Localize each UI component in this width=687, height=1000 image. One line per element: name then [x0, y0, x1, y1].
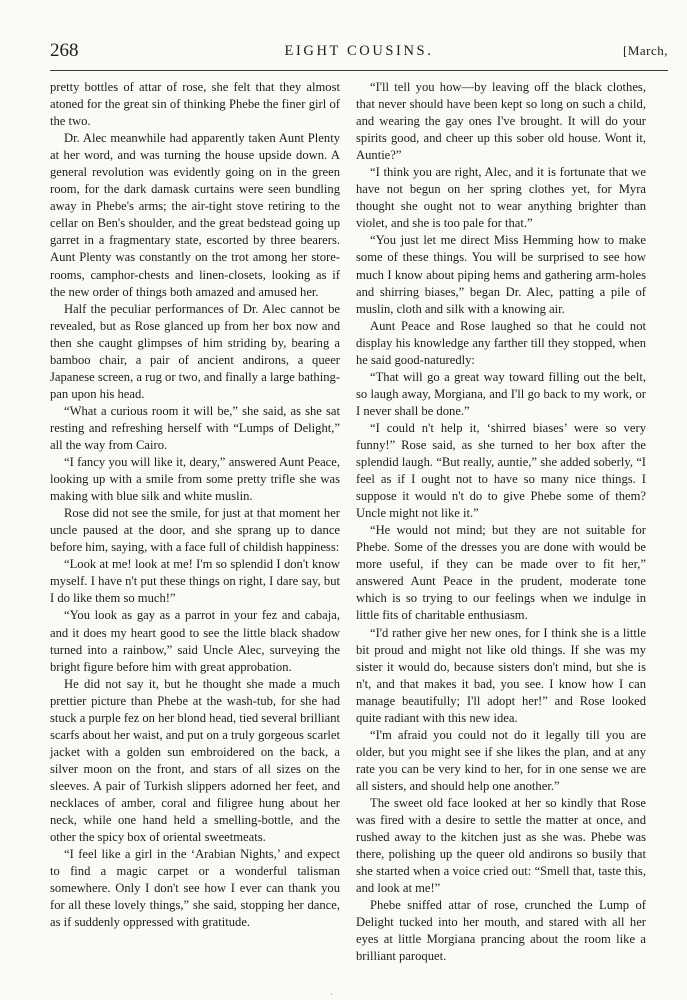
running-title: EIGHT COUSINS.: [284, 43, 434, 59]
paragraph: Phebe sniffed attar of rose, crunched the Lump of Delight tucked into her mouth, and stared with all her eyes at little Morgiana prancing about the room like a brilliant paroquet.: [356, 898, 646, 964]
left-column: [50, 79, 340, 931]
issue-month: [March,: [622, 43, 668, 58]
paragraph: “He would not mind; but they are not suitable for Phebe. Some of the dresses you are done with would be more useful, if they can be made over to fit her,” answered Aunt Peace in the prudent, moderate tone which is so trying to our feelings when we indulge in little fits of charitable enthusiasm.: [356, 523, 646, 623]
paragraph: “I'd rather give her new ones, for I think she is a little bit proud and might not like old things. If she was my sister it would do, because sisters don't mind, but she is n't, and that makes it bad, you see. I know how I can manage beautifully; I'll adopt her!” and Rose looked quite radiant with this new idea.: [356, 625, 646, 725]
paragraph: Dr. Alec meanwhile had apparently taken Aunt Plenty at her word, and was turning the house upside down. A general revolution was evidently going on in the green room, for the dark damask curtains were seen bundling away in Phebe's arms; the air-tight stove retiring to the cellar on Ben's shoulder, and the great bedstead going up garret in a fragmentary state, escorted by three bearers. Aunt Plenty was constantly on the trot among her store-rooms, camphor-chests and linen-closets, looking as if the new order of things both amazed and amused her.: [50, 131, 340, 299]
paragraph: Rose did not see the smile, for just at that moment her uncle paused at the door, and she sprang up to dance before him, saying, with a face full of childish happiness:: [50, 506, 340, 555]
paragraph: He did not say it, but he thought she made a much prettier picture than Phebe at the wash-tub, for she had stuck a purple fez on her blond head, tied several brilliant scarfs about her waist, and put on a truly gorgeous scarlet jacket with a golden sun embroidered on the back, a silver moon on the front, and stars of all sizes on the sleeves. A pair of Turkish slippers adorned her feet, and necklaces of amber, coral and filigree hung about her neck, while one hand held a smelling-bottle, and the other the spicy box of oriental sweetmeats.: [50, 676, 340, 845]
paragraph: “You look as gay as a parrot in your fez and cabaja, and it does my heart good to see the little black shadow turned into a rainbow,” said Uncle Alec, surveying the bright figure before him with great approbation.: [50, 608, 340, 674]
paragraph: “That will go a great way toward filling out the belt, so laugh away, Morgiana, and I'll go back to my work, or I never shall be done.”: [356, 369, 646, 418]
page-number: 268: [50, 40, 79, 61]
paragraph: The sweet old face looked at her so kindly that Rose was fired with a desire to settle the matter at once, and rushed away to the kitchen just as she was. Phebe was there, polishing up the queer old andirons so busily that she started when a voice cried out: “Smell that, taste this, and look at me!”: [356, 795, 646, 896]
paragraph: “You just let me direct Miss Hemming how to make some of these things. You will be surprised to see how much I know about piping hems and gathering arm-holes and shirring biases,” began Dr. Alec, patting a pile of muslin, cloth and silk with a knowing air.: [356, 233, 646, 316]
paragraph: “I'm afraid you could not do it legally till you are older, but you might see if she likes the plan, and at any rate you can be very kind to her, for in one sense we are all sisters, and should help one another.”: [356, 727, 646, 793]
paragraph: Half the peculiar performances of Dr. Alec cannot be revealed, but as Rose glanced up from her box now and then she caught glimpses of him striding by, bearing a bamboo chair, a pair of ancient andirons, a queer Japanese screen, a rug or two, and finally a large bathing-pan upon his head.: [50, 301, 341, 401]
paragraph: “I feel like a girl in the ‘Arabian Nights,’ and expect to find a magic carpet or a wonderful talisman somewhere. Only I don't see how I ever can thank you for all these lovely things,” she said, stopping her dance, as if suddenly oppressed with gratitude.: [50, 847, 340, 930]
header-rule: [50, 70, 668, 71]
print-mark: ˏ: [330, 985, 333, 995]
page-header: [50, 40, 668, 64]
paragraph: “I fancy you will like it, deary,” answered Aunt Peace, looking up with a smile from some pretty trifle she was making with blue silk and white muslin.: [50, 455, 340, 504]
paragraph: “I could n't help it, ‘shirred biases’ were so very funny!” Rose said, as she turned to her box after the splendid laugh. “But really, auntie,” she added soberly, “I feel as if I ought not to have so many nice things. I suppose it would n't do to give Phebe some of them? Uncle might not like it.”: [356, 420, 646, 521]
paragraph: “Look at me! look at me! I'm so splendid I don't know myself. I have n't put these things on right, I dare say, but I do like them so much!”: [50, 557, 340, 606]
paragraph: pretty bottles of attar of rose, she felt that they almost atoned for the great sin of thinking Phebe the finer girl of the two.: [50, 80, 340, 129]
paragraph: “What a curious room it will be,” she said, as she sat resting and refreshing herself with “Lumps of Delight,” all the way from Cairo.: [50, 403, 340, 452]
paragraph: “I'll tell you how—by leaving off the black clothes, that never should have been kept so long on such a child, and wearing the gay ones I've brought. It will do your spirits good, and cheer up this sober old house. Wont it, Auntie?”: [356, 80, 646, 163]
right-column: [356, 79, 646, 965]
paragraph: Aunt Peace and Rose laughed so that he could not display his knowledge any farther till they stopped, when he said good-naturedly:: [356, 318, 646, 367]
paragraph: “I think you are right, Alec, and it is fortunate that we have not begun on her spring clothes yet, for Myra thought she ought not to wear anything brighter than violet, and she is too pale for that.”: [356, 165, 646, 231]
